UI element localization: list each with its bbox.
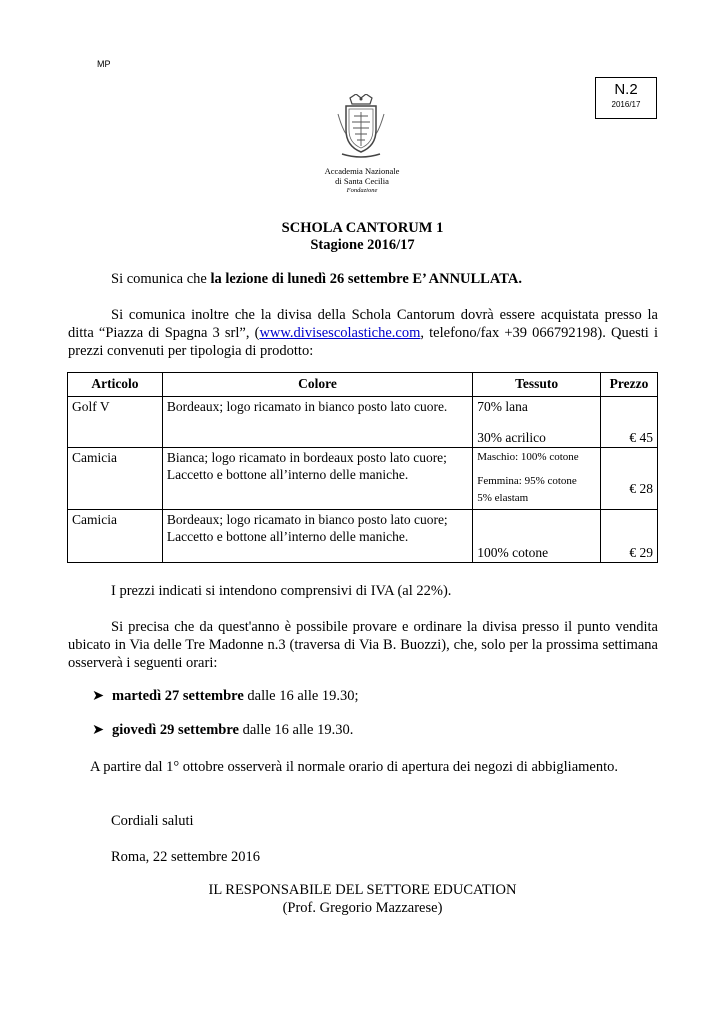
academy-name-line1: Accademia Nazionale [324,166,400,176]
tessuto-line: 70% lana [477,399,528,414]
tessuto-line: Femmina: 95% cotone 5% elastam [477,475,577,504]
table-cell-prezzo [601,397,658,448]
document-title: SCHOLA CANTORUM 1 [281,220,444,236]
colore-line: Bianca; logo ricamato in bordeaux posto lato cuore; [166,450,447,465]
colore-line: Laccetto e bottone all’interno delle maniche. [166,529,409,544]
mp-marker: MP [97,59,111,69]
schedule-hours: dalle 16 alle 19.30. [238,722,354,738]
table-cell-prezzo [601,510,658,563]
schedule-hours: dalle 16 alle 19.30; [243,688,359,704]
table-cell-colore [162,448,472,510]
table-cell-tessuto [473,510,601,563]
schedule-item [92,722,353,739]
tessuto-line: Maschio: 100% cotone [477,451,579,463]
table-cell-colore [162,510,472,563]
document-number: N.2 [614,81,638,98]
document-year: 2016/17 [611,100,641,109]
price-value: € 28 [629,481,653,496]
table-header-tessuto: Tessuto [473,373,601,397]
vat-note: I prezzi indicati si intendono comprensivi di IVA (al 22%). [111,583,452,599]
academy-name [280,166,444,196]
price-value: € 45 [629,430,653,445]
schedule-day: giovedì 29 settembre [112,722,239,738]
supplier-website-link[interactable]: www.divisescolastiche.com [259,325,421,341]
table-cell-tessuto [473,448,601,510]
cancellation-announcement [68,270,658,288]
table-cell-tessuto [473,397,601,448]
schedule-day: martedì 27 settembre [112,688,244,704]
announcement-bold: la lezione di lunedì 26 settembre E’ ANNULLATA. [210,271,522,287]
table-cell-colore: Bordeaux; logo ricamato in bianco posto lato cuore. [162,397,472,448]
table-row [68,510,658,563]
table-cell-articolo: Camicia [68,448,163,510]
announcement-prefix: Si comunica che [111,271,211,287]
table-header-articolo: Articolo [68,373,163,397]
document-subtitle: Stagione 2016/17 [310,237,415,253]
tessuto-line: 30% acrilico [477,430,546,445]
arrow-bullet-icon: ➤ [92,688,105,704]
october-note: A partire dal 1° ottobre osserverà il normale orario di apertura dei negozi di abbigliamento. [90,759,619,775]
arrow-bullet-icon: ➤ [92,722,105,738]
table-cell-articolo: Golf V [68,397,163,448]
table-cell-articolo: Camicia [68,510,163,563]
try-on-paragraph: Si precisa che da quest'anno è possibile provare e ordinare la divisa presso il punto vendita ubicato in Via delle Tre Madonne n.3 (traversa di Via B. Buozzi), che, solo per la prossima settimana osserverà i seguenti orari: [68,619,658,671]
purchase-paragraph [68,306,658,360]
signature-role: IL RESPONSABILE DEL SETTORE EDUCATION [208,882,517,898]
table-cell-prezzo [601,448,658,510]
table-row [68,397,658,448]
academy-name-line2: di Santa Cecilia [335,176,389,186]
closing-greeting: Cordiali saluti [111,813,194,829]
table-header-row [68,373,658,397]
table-header-colore: Colore [162,373,472,397]
document-number-box [595,77,657,119]
price-table [67,372,658,563]
schedule-item [92,688,359,705]
table-header-prezzo: Prezzo [601,373,658,397]
table-row [68,448,658,510]
purchase-text-before: Si comunica inoltre che la divisa della Schola Cantorum dovrà essere acquistata presso la ditta “Piazza di Spagna 3 srl”, ( [68,307,658,341]
colore-line: Bordeaux; logo ricamato in bianco posto lato cuore; [166,512,448,527]
tessuto-line: 100% cotone [477,545,549,560]
academy-name-line3: Fondazione [346,187,378,194]
colore-line: Laccetto e bottone all’interno delle maniche. [166,467,409,482]
place-date: Roma, 22 settembre 2016 [111,849,261,865]
purchase-text-after: , telefono/fax +39 066792198). Questi i prezzi convenuti per tipologia di prodotto: [68,325,658,359]
academy-crest-logo [336,94,386,162]
signature-name: (Prof. Gregorio Mazzarese) [282,900,443,916]
price-value: € 29 [629,545,653,560]
